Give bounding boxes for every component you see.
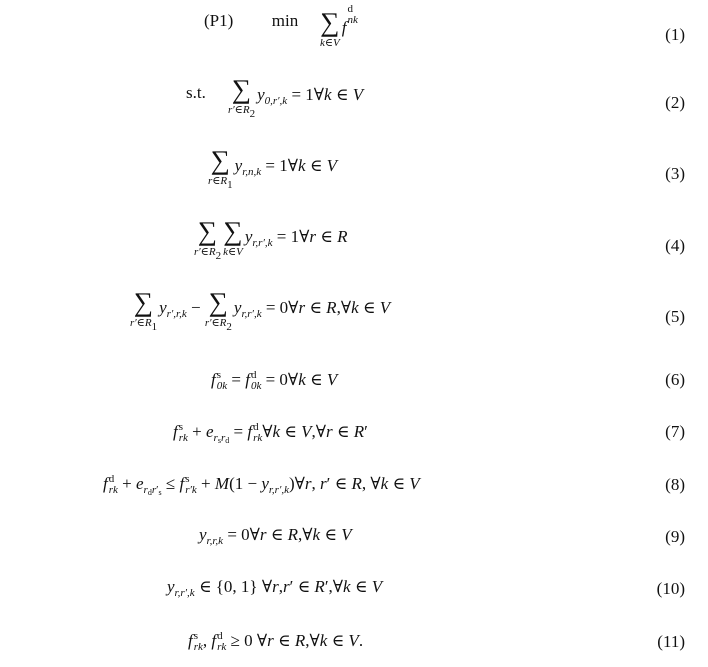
equation-number-6: (6): [665, 370, 685, 389]
sum-symbol: ∑ k∈V: [320, 7, 340, 50]
program-label: (P1): [204, 11, 234, 30]
equation-number-11: (11): [657, 632, 685, 651]
equation-number-4: (4): [665, 236, 685, 255]
equation-number-3: (3): [665, 164, 685, 183]
equation-number-9: (9): [665, 527, 685, 546]
equation-number-8: (8): [665, 475, 685, 494]
equation-number-7: (7): [665, 422, 685, 441]
equation-number-1: (1): [665, 25, 685, 44]
subject-to-label: s.t.: [186, 83, 206, 102]
equation-number-5: (5): [665, 307, 685, 326]
objective-min: min: [271, 11, 299, 30]
equation-number-10: (10): [656, 579, 685, 598]
equation-number-2: (2): [665, 93, 685, 112]
